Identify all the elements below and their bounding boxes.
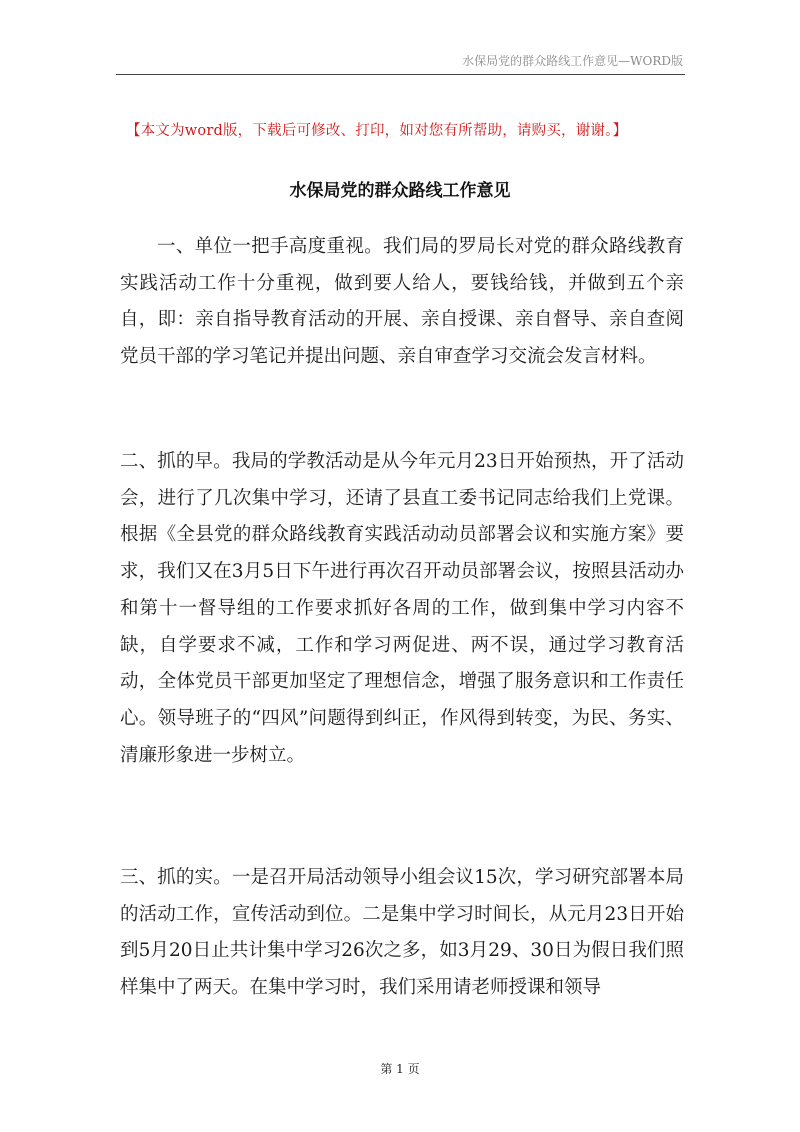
paragraph-text: 三、抓的实。一是召开局活动领导小组会议15次，学习研究部署本局的活动工作，宣传活动到位。二是集中学习时间长，从元月23日开始到5月20日止共计集中学习26次之多，如3月29、30日为假日我们照样集中了两天。在集中学习时，我们采用请老师授课和领导 [120, 867, 684, 999]
paragraph-3 [120, 860, 684, 1007]
download-notice: 【本文为word版，下载后可修改、打印，如对您有所帮助，请购买，谢谢。】 [126, 123, 628, 139]
running-header: 水保局党的群众路线工作意见—WORD版 [462, 54, 683, 68]
paragraph-1 [120, 229, 684, 376]
document-title: 水保局党的群众路线工作意见 [289, 181, 511, 201]
paragraph-text: 一、单位一把手高度重视。我们局的罗局长对党的群众路线教育实践活动工作十分重视，做到要人给人，要钱给钱，并做到五个亲自，即：亲自指导教育活动的开展、亲自授课、亲自督导、亲自查阅党员干部的学习笔记并提出问题、亲自审查学习交流会发言材料。 [120, 236, 684, 368]
paragraph-text: 二、抓的早。我局的学教活动是从今年元月23日开始预热，开了活动会，进行了几次集中学习，还请了县直工委书记同志给我们上党课。根据《全县党的群众路线教育实践活动动员部署会议和实施方案》要求，我们又在3月5日下午进行再次召开动员部署会议，按照县活动办和第十一督导组的工作要求抓好各周的工作，做到集中学习内容不缺，自学要求不减，工作和学习两促进、两不误，通过学习教育活动，全体党员干部更加坚定了理想信念，增强了服务意识和工作责任心。领导班子的“四风”问题得到纠正，作风得到转变，为民、务实、清廉形象进一步树立。 [120, 451, 684, 766]
page-number: 第 1 页 [380, 1062, 420, 1076]
header-divider [116, 74, 685, 75]
paragraph-2 [120, 444, 684, 774]
